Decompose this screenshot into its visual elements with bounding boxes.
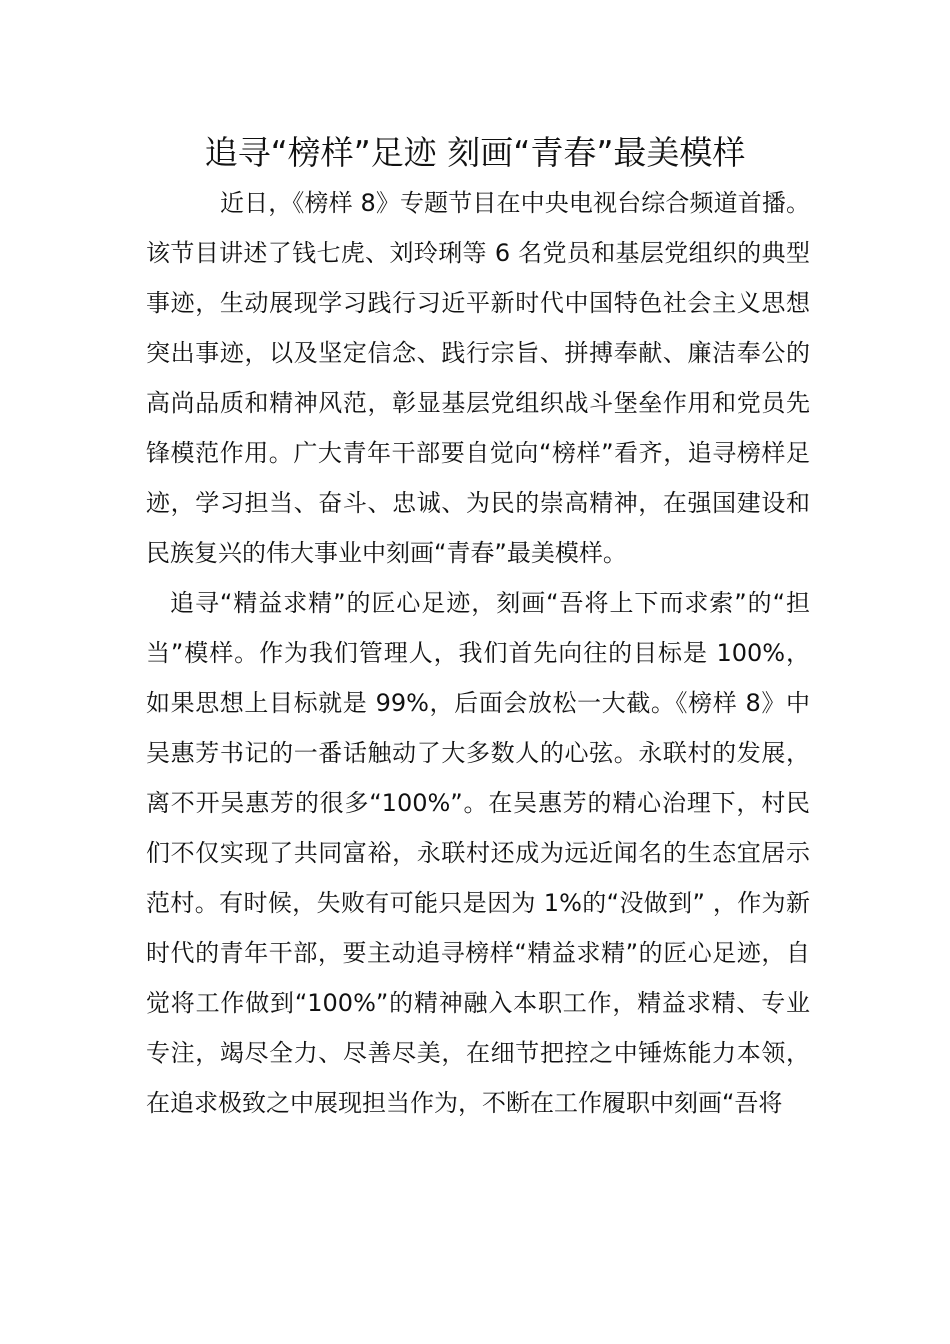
article-body [146, 178, 810, 1128]
article-title: 追寻“榜样”足迹 刻画“青春”最美模样 [204, 133, 746, 172]
paragraph-intro: 近日，《榜样 8》专题节目在中央电视台综合频道首播。该节目讲述了钱七虎、刘玲琍等 6 名党员和基层党组织的典型事迹，生动展现学习践行习近平新时代中国特色社会主义思想突出事迹，以及坚定信念、践行宗旨、拼搏奉献、廉洁奉公的高尚品质和精神风范，彰显基层党组织战斗堡垒作用和党员先锋模范作用。广大青年干部要自觉向“榜样”看齐，追寻榜样足迹，学习担当、奋斗、忠诚、为民的崇高精神，在强国建设和民族复兴的伟大事业中刻画“青春”最美模样。 [146, 189, 810, 567]
paragraph-craftsmanship: 追寻“精益求精”的匠心足迹，刻画“吾将上下而求索”的“担当”模样。作为我们管理人，我们首先向往的目标是 100%，如果思想上目标就是 99%，后面会放松一大截。《榜样 8》中吴惠芳书记的一番话触动了大多数人的心弦。永联村的发展，离不开吴惠芳的很多“100%”。在吴惠芳的精心治理下，村民们不仅实现了共同富裕，永联村还成为远近闻名的生态宜居示范村。有时候，失败有可能只是因为 1%的“没做到” ，作为新时代的青年干部，要主动追寻榜样“精益求精”的匠心足迹，自觉将工作做到“100%”的精神融入本职工作，精益求精、专业专注，竭尽全力、尽善尽美，在细节把控之中锤炼能力本领，在追求极致之中展现担当作为，不断在工作履职中刻画“吾将 [146, 589, 810, 1117]
